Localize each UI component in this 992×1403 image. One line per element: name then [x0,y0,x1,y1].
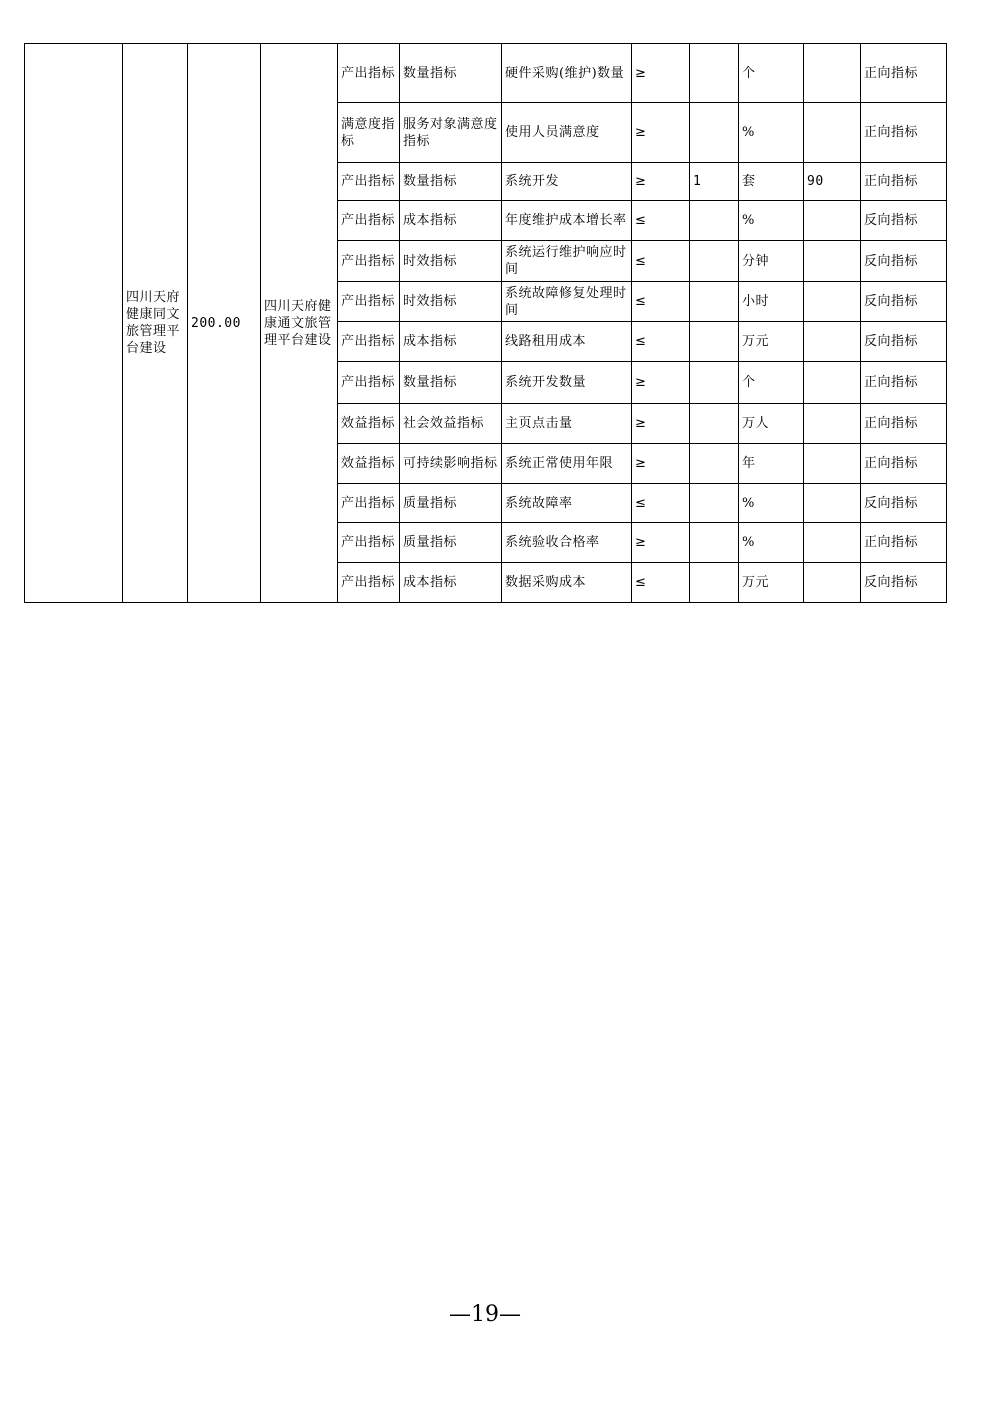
indicator-9-value [690,404,739,444]
performance-indicator-table [24,43,947,603]
indicator-8-value [690,362,739,404]
indicator-1-value [690,44,739,103]
indicator-2-value [690,103,739,163]
indicator-11-level1: 产出指标 [338,484,400,523]
indicator-1-level3: 硬件采购(维护)数量 [502,44,632,103]
indicator-2-level1: 满意度指标 [338,103,400,163]
indicator-13-operator: ≤ [632,563,690,603]
indicator-7-value [690,322,739,362]
indicator-3-weight: 90 [804,163,861,201]
indicator-12-weight [804,523,861,563]
indicator-13-value [690,563,739,603]
indicator-10-direction: 正向指标 [861,444,947,484]
indicator-5-value [690,241,739,282]
indicator-13-unit: 万元 [739,563,804,603]
indicator-8-level3: 系统开发数量 [502,362,632,404]
indicator-5-level1: 产出指标 [338,241,400,282]
indicator-10-weight [804,444,861,484]
project-name-cell: 四川天府健康同文旅管理平台建设 [123,44,188,603]
indicator-10-level3: 系统正常使用年限 [502,444,632,484]
indicator-7-unit: 万元 [739,322,804,362]
indicator-4-weight [804,201,861,241]
indicator-6-unit: 小时 [739,282,804,322]
indicator-6-direction: 反向指标 [861,282,947,322]
indicator-10-unit: 年 [739,444,804,484]
indicator-6-level3: 系统故障修复处理时间 [502,282,632,322]
project-amount-cell: 200.00 [188,44,261,603]
indicator-12-operator: ≥ [632,523,690,563]
indicator-1-operator: ≥ [632,44,690,103]
indicator-13-direction: 反向指标 [861,563,947,603]
indicator-8-level1: 产出指标 [338,362,400,404]
indicator-2-operator: ≥ [632,103,690,163]
page-number: —19— [449,1302,521,1327]
indicator-6-operator: ≤ [632,282,690,322]
indicator-9-level2: 社会效益指标 [400,404,502,444]
subproject-name-cell: 四川天府健康通文旅管理平台建设 [261,44,338,603]
indicator-7-operator: ≤ [632,322,690,362]
indicator-9-weight [804,404,861,444]
indicator-13-level3: 数据采购成本 [502,563,632,603]
indicator-8-operator: ≥ [632,362,690,404]
indicator-9-level3: 主页点击量 [502,404,632,444]
indicator-6-value [690,282,739,322]
indicator-11-operator: ≤ [632,484,690,523]
indicator-5-operator: ≤ [632,241,690,282]
indicator-8-weight [804,362,861,404]
indicator-7-level2: 成本指标 [400,322,502,362]
indicator-13-weight [804,563,861,603]
indicator-2-weight [804,103,861,163]
indicator-1-level1: 产出指标 [338,44,400,103]
indicator-2-direction: 正向指标 [861,103,947,163]
indicator-12-direction: 正向指标 [861,523,947,563]
indicator-7-level1: 产出指标 [338,322,400,362]
indicator-1-direction: 正向指标 [861,44,947,103]
indicator-3-unit: 套 [739,163,804,201]
indicator-11-level3: 系统故障率 [502,484,632,523]
indicator-13-level2: 成本指标 [400,563,502,603]
indicator-11-value [690,484,739,523]
indicator-11-direction: 反向指标 [861,484,947,523]
indicator-4-operator: ≤ [632,201,690,241]
indicator-6-level2: 时效指标 [400,282,502,322]
indicator-5-level2: 时效指标 [400,241,502,282]
indicator-4-unit: % [739,201,804,241]
indicator-7-level3: 线路租用成本 [502,322,632,362]
table-row [25,44,947,103]
indicator-9-direction: 正向指标 [861,404,947,444]
indicator-12-level2: 质量指标 [400,523,502,563]
indicator-9-operator: ≥ [632,404,690,444]
indicator-4-level3: 年度维护成本增长率 [502,201,632,241]
blank-merged-cell [25,44,123,603]
indicator-6-level1: 产出指标 [338,282,400,322]
indicator-10-level2: 可持续影响指标 [400,444,502,484]
indicator-10-value [690,444,739,484]
indicator-11-unit: % [739,484,804,523]
indicator-9-unit: 万人 [739,404,804,444]
indicator-4-level1: 产出指标 [338,201,400,241]
indicator-2-level2: 服务对象满意度指标 [400,103,502,163]
indicator-1-unit: 个 [739,44,804,103]
indicator-7-weight [804,322,861,362]
indicator-11-level2: 质量指标 [400,484,502,523]
indicator-13-level1: 产出指标 [338,563,400,603]
indicator-4-value [690,201,739,241]
indicator-4-level2: 成本指标 [400,201,502,241]
indicator-8-level2: 数量指标 [400,362,502,404]
indicator-12-level3: 系统验收合格率 [502,523,632,563]
indicator-1-level2: 数量指标 [400,44,502,103]
indicator-5-direction: 反向指标 [861,241,947,282]
indicator-8-direction: 正向指标 [861,362,947,404]
indicator-11-weight [804,484,861,523]
indicator-3-level1: 产出指标 [338,163,400,201]
indicator-12-level1: 产出指标 [338,523,400,563]
indicator-5-level3: 系统运行维护响应时间 [502,241,632,282]
indicator-3-operator: ≥ [632,163,690,201]
indicator-5-unit: 分钟 [739,241,804,282]
indicator-6-weight [804,282,861,322]
indicator-3-direction: 正向指标 [861,163,947,201]
indicator-5-weight [804,241,861,282]
indicator-4-direction: 反向指标 [861,201,947,241]
indicator-10-level1: 效益指标 [338,444,400,484]
indicator-3-value: 1 [690,163,739,201]
indicator-10-operator: ≥ [632,444,690,484]
indicator-2-unit: % [739,103,804,163]
indicator-2-level3: 使用人员满意度 [502,103,632,163]
indicator-3-level3: 系统开发 [502,163,632,201]
indicator-1-weight [804,44,861,103]
indicator-12-value [690,523,739,563]
indicator-12-unit: % [739,523,804,563]
indicator-8-unit: 个 [739,362,804,404]
indicator-9-level1: 效益指标 [338,404,400,444]
indicator-7-direction: 反向指标 [861,322,947,362]
indicator-3-level2: 数量指标 [400,163,502,201]
